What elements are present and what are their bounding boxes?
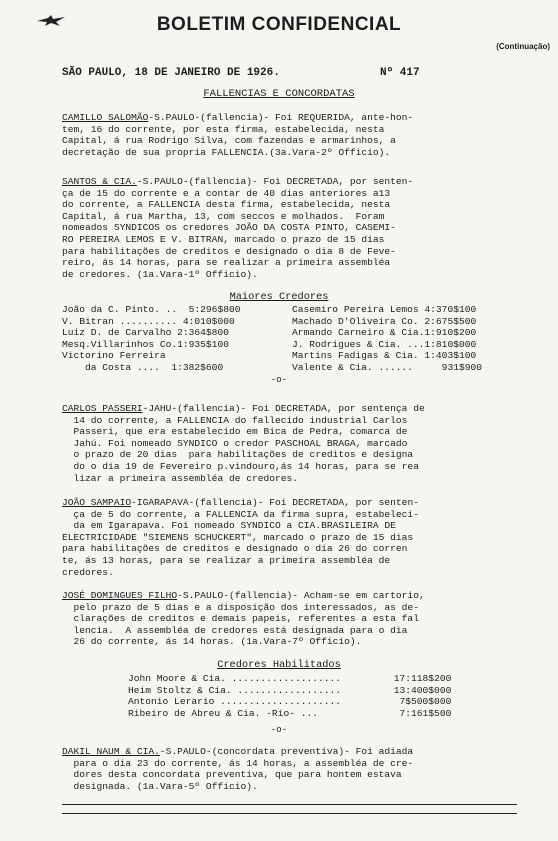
entry-name: CARLOS PASSERI (62, 403, 143, 414)
entry-name: JOSÉ DOMINGUES FILHO (62, 590, 178, 601)
section-title: FALLENCIAS E CONCORDATAS (203, 88, 355, 100)
entry-name: DAKIL NAUM & CIA. (62, 746, 160, 757)
continuation-note: (Continuação) (496, 42, 550, 51)
entry-dakil-naum (62, 746, 510, 792)
entry-text: -JAHU-(fallencia)- Foi DECRETADA, por sentença de 14 do corrente, a FALLENCIA do fallecido industrial Carlos Passeri, que era estabelecido em Bica de Pedra, comarca de Jahú. Foi nomeado SYNDICO o credor PASCHOAL BRAGA, marcado o prazo de 20 dias para habilitações de creditos e designa do o dia 19 de Fevereiro p.vindouro,ás 14 horas, para se rea lizar a primeira assembléa de credores. (73, 403, 425, 484)
entry-name: SANTOS & CIA. (62, 176, 137, 187)
entry-text: -S.PAULO-(fallencia)- Foi DECRETADA, por senten- ça de 15 do corrente e a contar de 40 dias anteriores a13 do corrente, a FALLENCIA desta firma, estabelecida, nesta Capital, á rua Martha, 13, com seccos e molhados. Foram nomeados SYNDICOS os credores JOÃO DA COSTA PINTO, CASEMI- RO PEREIRA LEMOS E V. BITRAN, marcado o prazo de 15 dias para habilitações de creditos e designado o dia 8 de Feve- reiro, ás 14 horas, para se realizar a primeira assembléa de credores. (1a.Vara-1º Officio). (62, 176, 414, 280)
entry-text: -IGARAPAVA-(fallencia)- Foi DECRETADA, por senten- ça de 5 do corrente, a FALLENCIA da firma supra, estabeleci- da em Igarapava. Foi nomeado SYNDICO a CIA.BRASILEIRA DE ELECTRICIDADE "SIEMENS SCHUCKERT", marcado o prazo de 15 dias para habilitações de creditos e designado o dia 26 do corren te, ás 13 horas, para se realizar a primeira assembléa de credores. (62, 497, 419, 578)
qualified-creditors-amounts: 17:118$200 13:400$000 7$500$000 7:161$500 (393, 673, 452, 719)
entry-jose-domingues-filho (62, 590, 510, 648)
entry-text: -S.PAULO-(fallencia)- Acham-se em cartorio, pelo prazo de 5 dias e a disposição dos interessados, as de- clarações de creditos e demais papeis, referentes a esta fal lencia. A assembléa de credores está designada para o dia 26 do corrente, ás 14 horas. (1a.Vara-7º Officio). (73, 590, 425, 648)
creditors-table-right: Casemiro Pereira Lemos 4:370$100 Machado D'Oliveira Co. 2:675$500 Armando Carneiro & Cia.1:910$200 J. Rodrigues & Cia. ...1:810$000 Martins Fadigas & Cia. 1:403$100 Valente & Cia. ...... 931$900 (292, 304, 482, 373)
entry-name: JOÃO SAMPAIO (62, 497, 132, 508)
separator: -o- (270, 375, 288, 385)
entry-name: CAMILLO SALOMÃO (62, 112, 149, 123)
entry-text: -S.PAULO-(concordata preventiva)- Foi adiada para o dia 23 do corrente, ás 14 horas, a assembléa de cre- dores desta concordata preventiva, que para hontem estava designada. (1a.Vara-5º Officio). (73, 746, 414, 792)
entry-text: -S.PAULO-(fallencia)- Foi REQUERIDA, ante-hon- tem, 16 do corrente, por esta firma, estabelecida, nesta Capital, á rua Rodrigo Silva, com fazendas e armarinhos, a decretação de sua propria FALLENCIA.(3a.Vara-2º Officio). (62, 112, 414, 158)
table-title-maiores-credores: Maiores Credores (229, 291, 329, 303)
qualified-creditors-names: John Moore & Cia. ................... Heim Stoltz & Cia. .................. Antonio Lerario ..................... Ribeiro de Abreu & Cia. -Rio- ... (128, 673, 342, 719)
entry-carlos-passeri (62, 403, 510, 484)
entry-santos-cia (62, 176, 510, 280)
entry-camillo-salomao (62, 112, 510, 158)
table-title-credores-habilitados: Credores Habilitados (217, 659, 341, 671)
closing-rule (62, 813, 517, 814)
dateline: SÃO PAULO, 18 DE JANEIRO DE 1926. (62, 67, 280, 79)
bulletin-title: BOLETIM CONFIDENCIAL (156, 14, 402, 35)
entry-joao-sampaio (62, 497, 510, 578)
creditors-table-left: João da C. Pinto. .. 5:296$800 V. Bitran .......... 4:010$000 Luiz D. de Carvalho 2:364$800 Mesq.Villarinhos Co.1:935$100 Victorino Ferreira da Costa .... 1:382$600 (62, 304, 241, 373)
separator: -o- (270, 725, 288, 735)
closing-rule (62, 804, 517, 805)
issue-number: Nº 417 (380, 67, 420, 79)
